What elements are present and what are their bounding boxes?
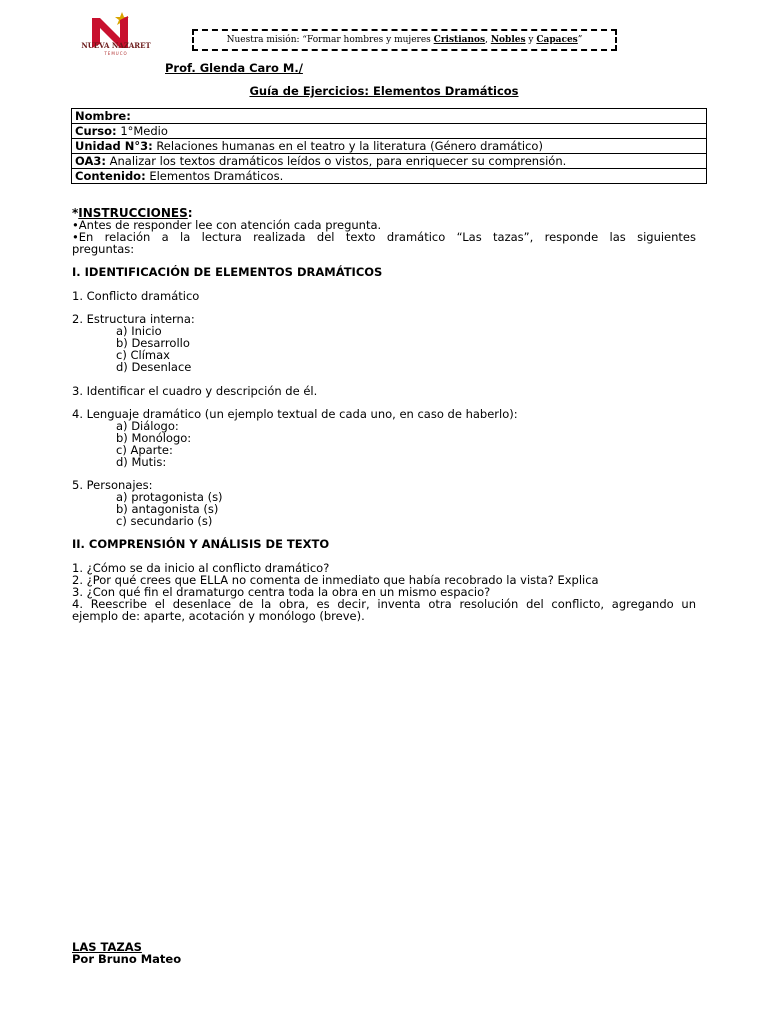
table-row <box>72 169 707 184</box>
option-item: c) Clímax <box>116 348 170 362</box>
table-cell <box>72 139 707 154</box>
question-1-4: 4. Lenguaje dramático (un ejemplo textual de cada uno, en caso de haberlo): <box>72 407 518 421</box>
question-1-2: 2. Estructura interna: <box>72 312 195 326</box>
mission-sep-2: y <box>525 35 537 45</box>
story-author: Por Bruno Mateo <box>72 952 182 966</box>
row-value: Elementos Dramáticos. <box>149 169 284 183</box>
instruction-line-2: •En relación a la lectura realizada del texto dramático “Las tazas”, responde las siguientes <box>72 230 696 244</box>
option-item: a) protagonista (s) <box>116 490 223 504</box>
logo-text: NUEVA NAZARET <box>81 41 151 50</box>
question-2-2: 2. ¿Por qué crees que ELLA no comenta de inmediato que había recobrado la vista? Explica <box>72 573 599 587</box>
table-cell <box>72 169 707 184</box>
table-cell <box>72 124 707 139</box>
section-1-title: I. IDENTIFICACIÓN DE ELEMENTOS DRAMÁTICOS <box>72 265 383 279</box>
option-item: b) Monólogo: <box>116 431 192 445</box>
mission-box <box>192 29 617 51</box>
question-2-1: 1. ¿Cómo se da inicio al conflicto dramático? <box>72 561 330 575</box>
table-row <box>72 109 707 124</box>
instruction-line-2-cont: preguntas: <box>72 242 135 256</box>
option-item: b) Desarrollo <box>116 336 190 350</box>
teacher-name: Prof. Glenda Caro M./ <box>165 61 303 75</box>
row-value: 1°Medio <box>120 124 168 138</box>
mission-word-2: Nobles <box>490 35 526 45</box>
option-item: d) Desenlace <box>116 360 192 374</box>
question-2-4-cont: ejemplo de: aparte, acotación y monólogo (breve). <box>72 609 365 623</box>
mission-prefix: Nuestra misión: “Formar hombres y mujeres <box>226 35 434 45</box>
option-item: d) Mutis: <box>116 455 167 469</box>
section-2-title: II. COMPRENSIÓN Y ANÁLISIS DE TEXTO <box>72 537 330 551</box>
instruction-line-1: •Antes de responder lee con atención cada pregunta. <box>72 218 382 232</box>
instructions-star: * <box>72 206 79 220</box>
story-title: LAS TAZAS <box>72 940 142 954</box>
question-1-3: 3. Identificar el cuadro y descripción de él. <box>72 384 318 398</box>
row-label: Curso: <box>75 124 117 138</box>
table-row <box>72 124 707 139</box>
mission-word-1: Cristianos <box>433 35 486 45</box>
option-item: a) Inicio <box>116 324 162 338</box>
option-item: c) secundario (s) <box>116 514 213 528</box>
question-2-3: 3. ¿Con qué fin el dramaturgo centra toda la obra en un mismo espacio? <box>72 585 491 599</box>
table-row <box>72 139 707 154</box>
question-2-4: 4. Reescribe el desenlace de la obra, es decir, inventa otra resolución del conflicto, agregando un <box>72 597 696 611</box>
row-label: OA3: <box>75 154 106 168</box>
row-value: Analizar los textos dramáticos leídos o vistos, para enriquecer su comprensión. <box>109 154 567 168</box>
logo-subtext: TEMUCO <box>104 51 128 56</box>
question-1-5: 5. Personajes: <box>72 478 153 492</box>
info-table <box>71 108 707 184</box>
row-label: Unidad N°3: <box>75 139 153 153</box>
instructions-title: INSTRUCCIONES <box>78 206 188 220</box>
mission-sep-1: , <box>485 35 491 45</box>
option-item: b) antagonista (s) <box>116 502 219 516</box>
mission-word-3: Capaces <box>536 35 578 45</box>
option-item: a) Diálogo: <box>116 419 179 433</box>
row-value: Relaciones humanas en el teatro y la literatura (Género dramático) <box>156 139 543 153</box>
row-label: Nombre: <box>75 109 131 123</box>
row-label: Contenido: <box>75 169 146 183</box>
table-cell <box>72 109 707 124</box>
instructions-colon: : <box>187 206 193 220</box>
guide-title: Guía de Ejercicios: Elementos Dramáticos <box>249 84 519 98</box>
question-1-1: 1. Conflicto dramático <box>72 289 200 303</box>
option-item: c) Aparte: <box>116 443 173 457</box>
mission-suffix: ” <box>577 35 583 45</box>
table-cell <box>72 154 707 169</box>
table-row <box>72 154 707 169</box>
